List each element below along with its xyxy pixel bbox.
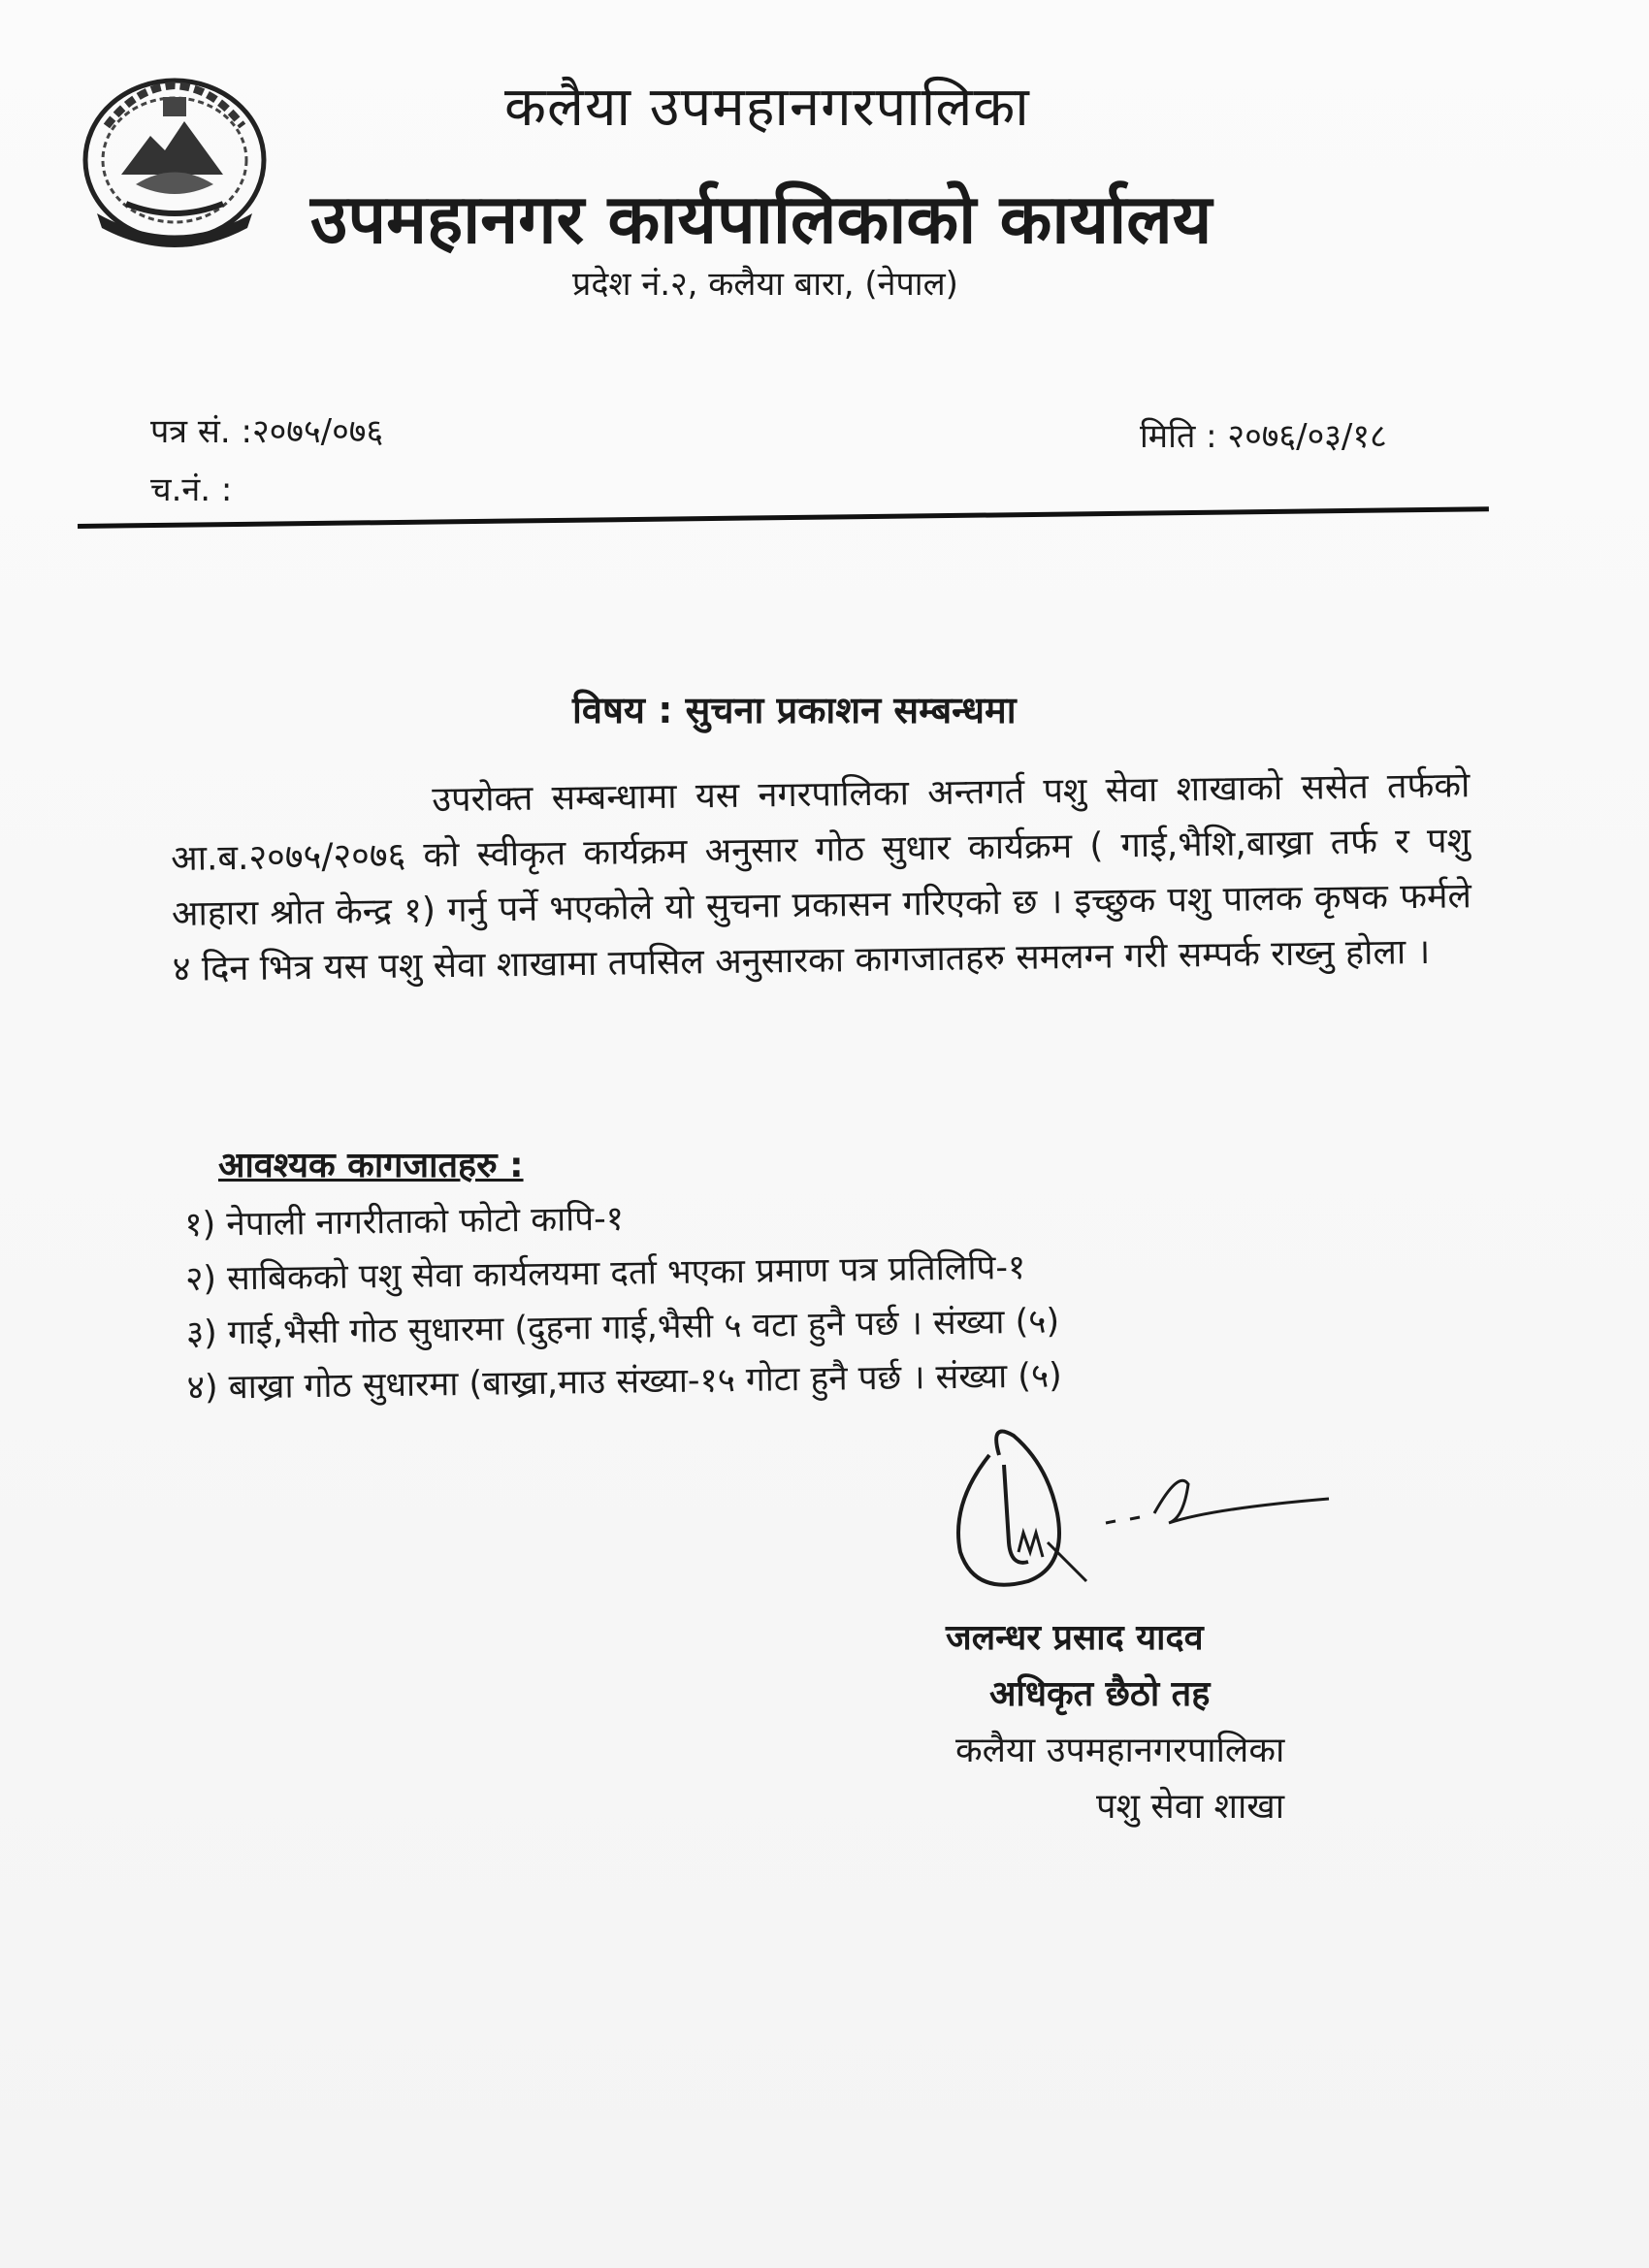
list-item: ३) गाई,भैसी गोठ सुधारमा (दुहना गाई,भैसी ५ वटा हुनै पर्छ । संख्या (५) [185,1302,1060,1353]
list-item: ४) बाख्रा गोठ सुधारमा (बाख्रा,माउ संख्या-१५ गोटा हुनै पर्छ । संख्या (५) [186,1356,1063,1408]
nepal-government-emblem-icon [68,68,281,252]
letter-body [170,758,1472,997]
subject-line: विषय : सुचना प्रकाशन सम्बन्धमा [572,689,1017,731]
signatory-branch: पशु सेवा शाखा [1096,1787,1285,1827]
municipality-name: कलैया उपमहानगरपालिका [504,76,1030,139]
letter-number: पत्र सं. :२०७५/०७६ [150,412,384,451]
handwritten-signature-icon [922,1397,1348,1620]
body-paragraph: उपरोक्त सम्बन्धामा यस नगरपालिका अन्तगर्त पशु सेवा शाखाको ससेत तर्फको आ.ब.२०७५/२०७६ को स्वीकृत कार्यक्रम अनुसार गोठ सुधार कार्यक्रम ( गाई,भैशि,बाख्रा तर्फ र पशु आहारा श्रोत केन्द्र १) गर्नु पर्ने भएकोले यो सुचना प्रकासन गरिएको छ । इच्छुक पशु पालक कृषक फर्मले ४ दिन भित्र यस पशु सेवा शाखामा तपसिल अनुसारका कागजातहरु समलग्न गरी सम्पर्क राख्नु होला । [170,765,1472,989]
letter-date: मिति : २०७६/०३/१८ [1140,417,1387,456]
required-documents-list [184,1182,1400,1415]
signatory-office: कलैया उपमहानगरपालिका [955,1731,1285,1770]
signatory-name: जलन्धर प्रसाद यादव [946,1618,1204,1658]
reference-block [150,403,383,519]
dispatch-number: च.नं. : [150,470,233,509]
signatory-block [946,1610,1284,1835]
office-name: उपमहानगर कार्यपालिकाको कार्यालय [310,179,1212,259]
signatory-rank: अधिकृत छैठो तह [989,1674,1211,1714]
list-item: १) नेपाली नागरीताको फोटो कापि-१ [184,1199,625,1245]
list-item: २) साबिकको पशु सेवा कार्यलयमा दर्ता भएका प्रमाण पत्र प्रतिलिपि-१ [184,1247,1026,1299]
office-address: प्रदेश नं.२, कलैया बारा, (नेपाल) [572,265,958,304]
required-documents-heading: आवश्यक कागजातहरु : [218,1146,524,1185]
